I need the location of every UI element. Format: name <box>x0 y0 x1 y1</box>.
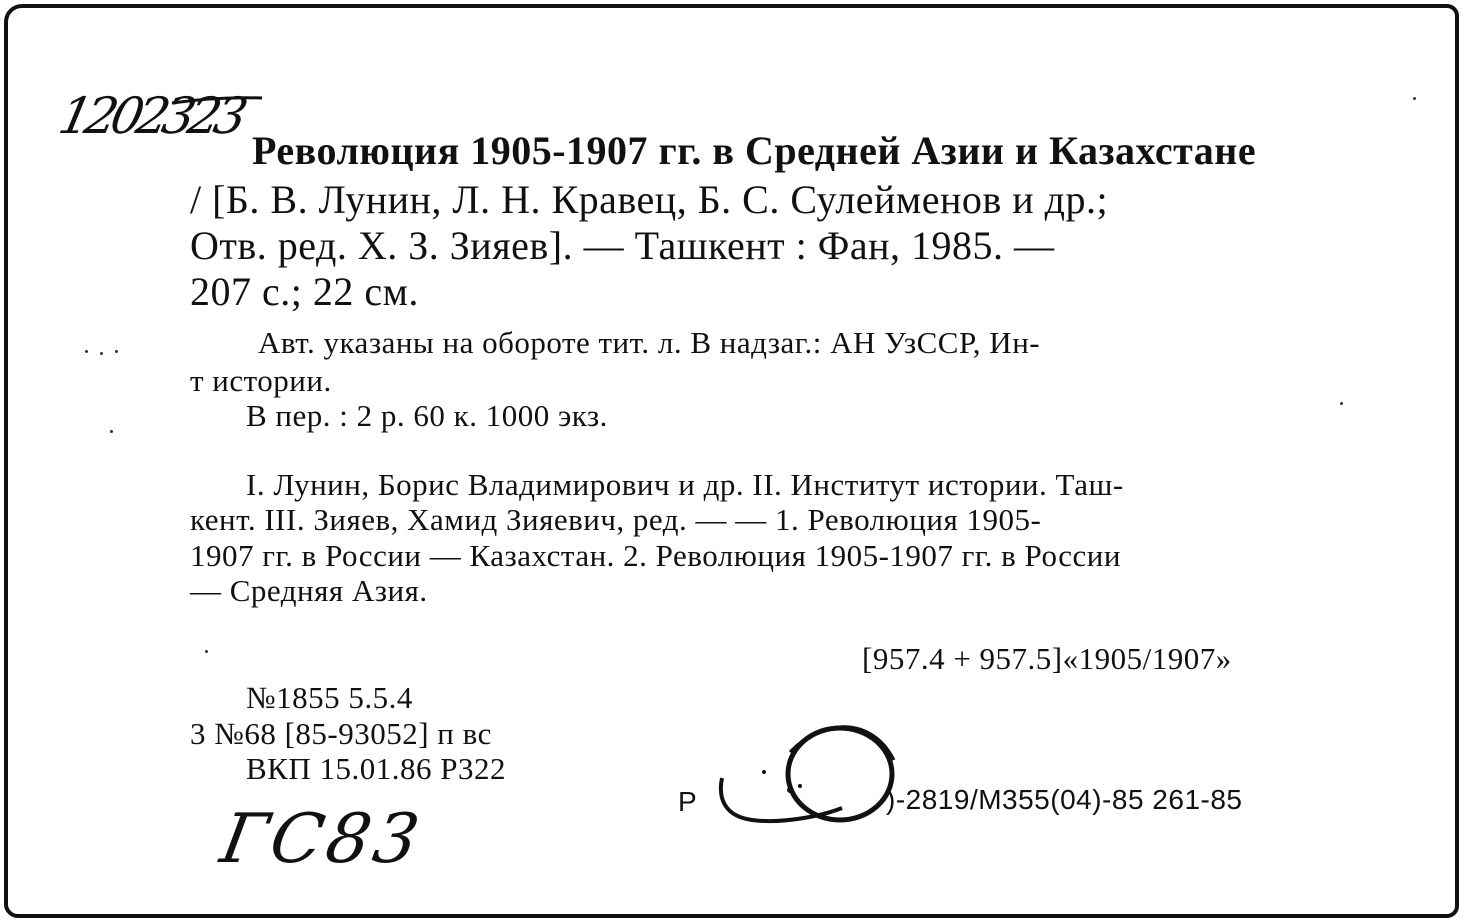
scan-speck <box>1340 402 1343 405</box>
scan-speck <box>110 430 113 433</box>
subject-line-1: I. Лунин, Борис Владимирович и др. II. Институт истории. Таш- <box>246 467 1124 502</box>
scan-speck <box>85 350 88 353</box>
print-info-line-3: ВКП 15.01.86 Р322 <box>246 751 506 786</box>
title-line-2: / [Б. В. Лунин, Л. Н. Кравец, Б. С. Сулейменов и др.; <box>190 177 1109 222</box>
subject-line-2: кент. III. Зияев, Хамид Зияевич, ред. — — 1. Революция 1905- <box>190 502 1042 537</box>
call-number-text: 1202323 <box>53 87 247 145</box>
handwritten-note <box>215 800 429 880</box>
scan-speck <box>205 650 208 653</box>
print-info-line-2: 3 №68 [85-93052] п вс <box>190 716 492 751</box>
subject-line-4: — Средняя Азия. <box>190 573 428 608</box>
call-number-overline <box>170 95 270 107</box>
print-info-line-1: №1855 5.5.4 <box>246 680 413 715</box>
note-line-3: В пер. : 2 р. 60 к. 1000 экз. <box>246 398 608 433</box>
scan-speck <box>115 350 118 353</box>
handwritten-note-text: ГС83 <box>215 800 429 879</box>
title-line-4: 207 с.; 22 см. <box>190 269 419 314</box>
subject-line-3: 1907 гг. в России — Казахстан. 2. Революция 1905-1907 гг. в России <box>190 538 1121 573</box>
stamp-mark <box>712 712 902 842</box>
classification-index: [957.4 + 957.5]«1905/1907» <box>862 641 1232 676</box>
title-line-1: Революция 1905-1907 гг. в Средней Азии и Казахстане <box>252 128 1257 173</box>
note-line-1: Авт. указаны на обороте тит. л. В надзаг.: АН УзССР, Ин- <box>258 325 1041 360</box>
note-line-2: т истории. <box>190 363 332 398</box>
title-line-3: Отв. ред. Х. З. Зияев]. — Ташкент : Фан, 1985. — <box>190 223 1055 268</box>
index-code-prefix: Р <box>678 786 698 817</box>
scan-speck <box>1413 97 1416 100</box>
scan-speck <box>100 352 103 355</box>
index-code: )-2819/М355(04)-85 261-85 <box>886 784 1243 815</box>
